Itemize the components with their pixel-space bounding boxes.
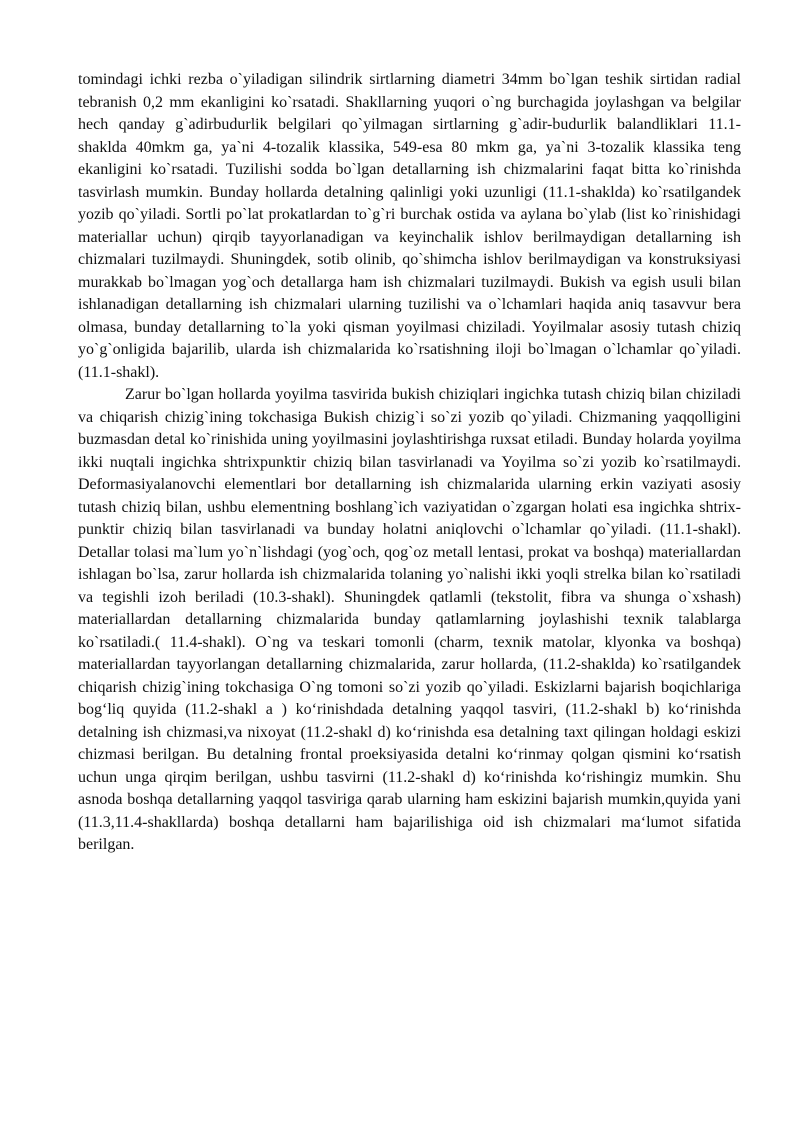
document-page <box>78 69 741 857</box>
paragraph-1: tomindagi ichki rezba o`yiladigan silindrik sirtlarning diametri 34mm bo`lgan teshik sirtidan radial tebranish 0,2 mm ekanligini ko`rsatadi. Shakllarning yuqori o`ng burchagida joylashgan va belgilar hech qanday g`adirbudurlik belgilari qo`yilmagan sirtlarning g`adir-budurlik balandliklari 11.1- shaklda 40mkm ga, ya`ni 4-tozalik klassika, 549-esa 80 mkm ga, ya`ni 3-tozalik klassika teng ekanligini ko`rsatadi. Tuzilishi sodda bo`lgan detallarning ish chizmalarini faqat bitta ko`rinishda tasvirlash mumkin. Bunday hollarda detalning qalinligi yoki uzunligi (11.1-shaklda) ko`rsatilgandek yozib qo`yiladi. Sortli po`lat prokatlardan to`g`ri burchak ostida va aylana bo`ylab (list ko`rinishidagi materiallar uchun) qirqib tayyorlanadigan va keyinchalik ishlov berilmaydigan detallarning ish chizmalari tuzilmaydi. Shuningdek, sotib olinib, qo`shimcha ishlov berilmaydigan va konstruksiyasi murakkab bo`lmagan yog`och detallarga ham ish chizmalari tuzilmaydi. Bukish va egish usuli bilan ishlanadigan detallarning ish chizmalari ularning tuzilishi va o`lchamlari haqida aniq tasavvur bera olmasa, bunday detallarning to`la yoki qisman yoyilmasi chiziladi. Yoyilmalar asosiy tutash chiziq yo`g`onligida bajarilib, ularda ish chizmalarida ko`rsatishning iloji bo`lmagan o`lchamlar qo`yiladi. (11.1-shakl). <box>78 71 741 381</box>
paragraph-2: Zarur bo`lgan hollarda yoyilma tasvirida bukish chiziqlari ingichka tutash chiziq bilan chiziladi va chiqarish chizig`ining tokchasiga Bukish chizig`i so`zi yozib qo`yiladi. Chizmaning yaqqolligini buzmasdan detal ko`rinishida uning yoyilmasini joylashtirishga ruxsat etiladi. Bunday holarda yoyilma ikki nuqtali ingichka shtrixpunktir chiziq bilan tasvirlanadi va Yoyilma so`zi yozib ko`rsatilmaydi. Deformasiyalanovchi elementlari bor detallarning ish chizmalarida ularning erkin vaziyati asosiy tutash chiziq bilan, ushbu elementning boshlang`ich vaziyatidan o`zgargan holati esa ingichka shtrix-punktir chiziq bilan tasvirlanadi va bunday holatni aniqlovchi o`lchamlar qo`yiladi. (11.1-shakl). Detallar tolasi ma`lum yo`n`lishdagi (yog`och, qog`oz metall lentasi, prokat va boshqa) materiallardan ishlagan bo`lsa, zarur hollarda ish chizmalarida tolaning yo`nalishi ikki yoqli strelka bilan ko`rsatiladi va tegishli izoh beriladi (10.3-shakl). Shuningdek qatlamli (tekstolit, fibra va shunga o`xshash) materiallardan detallarning chizmalarida bunday qatlamlarning joylashishi texnik talablarga ko`rsatiladi.( 11.4-shakl). O`ng va teskari tomonli (charm, texnik matolar, klyonka va boshqa) materiallardan tayyorlangan detallarning chizmalarida, zarur hollarda, (11.2-shaklda) ko`rsatilgandek chiqarish chizig`ining tokchasiga O`ng tomoni so`zi yozib qo`yiladi. Eskizlarni bajarish boqichlariga bog‘liq quyida (11.2-shakl a ) ko‘rinishdada detalning yaqqol tasviri, (11.2-shakl b) ko‘rinishda detalning ish chizmasi,va nixoyat (11.2-shakl d) ko‘rinishda esa detalning taxt qilingan holdagi eskizi chizmasi berilgan. Bu detalning frontal proeksiyasida detalni ko‘rinmay qolgan qismini ko‘rsatish uchun unga qirqim berilgan, ushbu tasvirni (11.2-shakl d) ko‘rinishda ko‘rishingiz mumkin. Shu asnoda boshqa detallarning yaqqol tasviriga qarab ularning ham eskizini bajarish mumkin,quyida yani (11.3,11.4-shakllarda) boshqa detallarni ham bajarilishiga oid ish chizmalari ma‘lumot sifatida berilgan. <box>78 386 741 853</box>
